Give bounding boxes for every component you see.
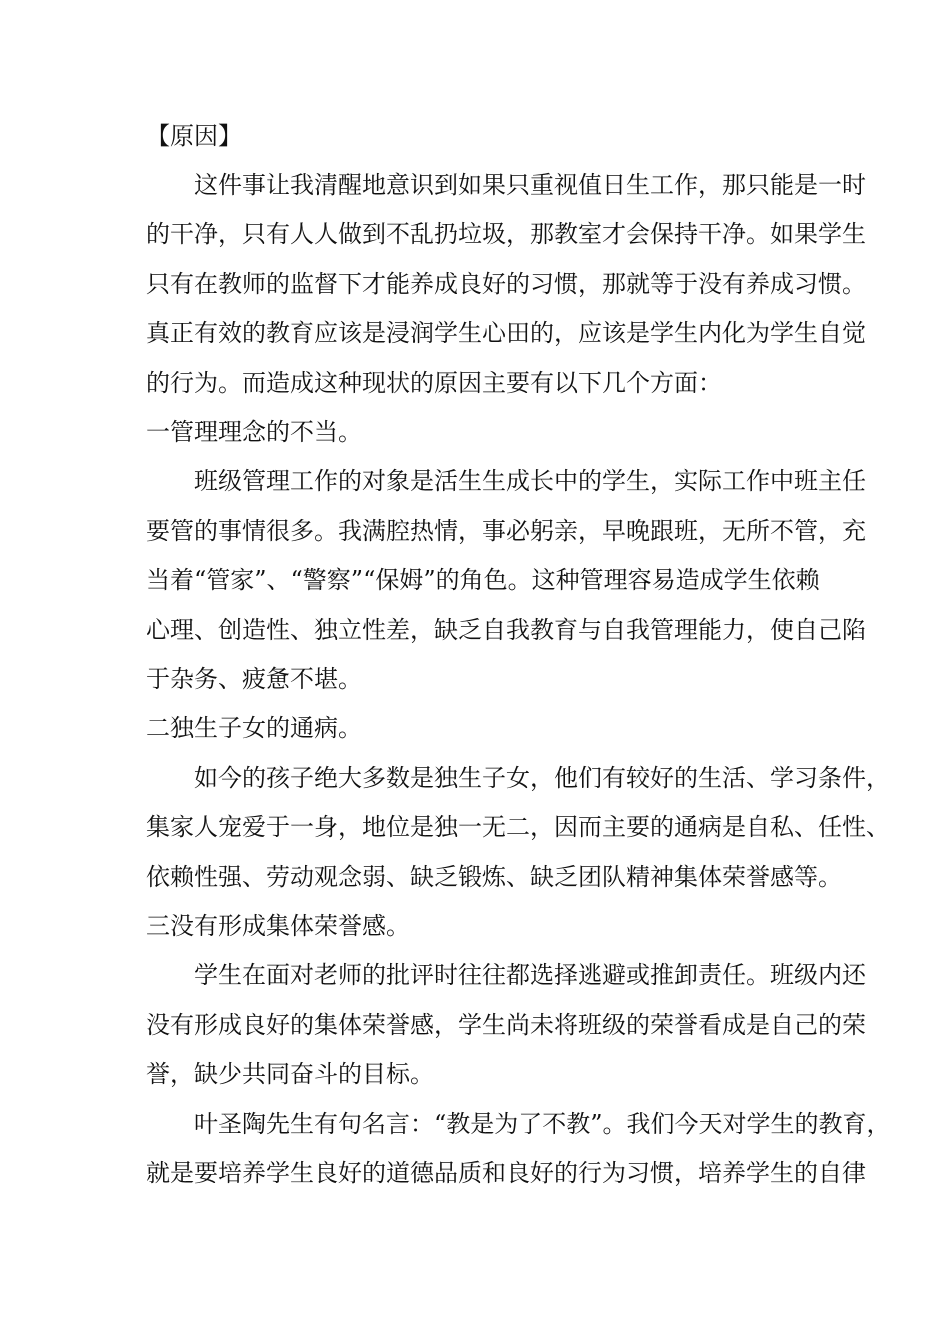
point-1-title: 一管理理念的不当。 xyxy=(146,418,362,446)
point-2-title: 二独生子女的通病。 xyxy=(146,714,362,742)
paragraph-3-line-3: 依赖性强、劳动观念弱、缺乏锻炼、缺乏团队精神集体荣誉感等。 xyxy=(146,863,842,891)
paragraph-1-line-4: 真正有效的教育应该是浸润学生心田的，应该是学生内化为学生自觉 xyxy=(146,319,866,347)
paragraph-5-line-2: 就是要培养学生良好的道德品质和良好的行为习惯，培养学生的自律 xyxy=(146,1159,866,1187)
paragraph-4-line-1: 学生在面对老师的批评时往往都选择逃避或推卸责任。班级内还 xyxy=(194,961,866,989)
section-heading: 【原因】 xyxy=(146,122,242,150)
paragraph-1-line-3: 只有在教师的监督下才能养成良好的习惯，那就等于没有养成习惯。 xyxy=(146,270,866,298)
point-3-title: 三没有形成集体荣誉感。 xyxy=(146,912,410,940)
paragraph-2-line-4: 心理、创造性、独立性差，缺乏自我教育与自我管理能力，使自己陷 xyxy=(146,616,866,644)
paragraph-2-line-1: 班级管理工作的对象是活生生成长中的学生，实际工作中班主任 xyxy=(194,467,866,495)
paragraph-4-line-2: 没有形成良好的集体荣誉感，学生尚未将班级的荣誉看成是自己的荣 xyxy=(146,1011,866,1039)
paragraph-3-line-2: 集家人宠爱于一身，地位是独一无二，因而主要的通病是自私、任性、 xyxy=(146,813,890,841)
paragraph-4-line-3: 誉，缺少共同奋斗的目标。 xyxy=(146,1060,434,1088)
paragraph-5-line-1: 叶圣陶先生有句名言：“教是为了不教”。我们今天对学生的教育， xyxy=(194,1110,891,1138)
paragraph-1-line-5: 的行为。而造成这种现状的原因主要有以下几个方面： xyxy=(146,369,722,397)
paragraph-1-line-2: 的干净，只有人人做到不乱扔垃圾，那教室才会保持干净。如果学生 xyxy=(146,220,866,248)
paragraph-2-line-5: 于杂务、疲惫不堪。 xyxy=(146,665,362,693)
paragraph-2-line-3: 当着“管家”、“警察”“保姆”的角色。这种管理容易造成学生依赖 xyxy=(146,566,820,594)
paragraph-3-line-1: 如今的孩子绝大多数是独生子女，他们有较好的生活、学习条件， xyxy=(194,764,890,792)
paragraph-2-line-2: 要管的事情很多。我满腔热情，事必躬亲，早晚跟班，无所不管，充 xyxy=(146,517,866,545)
paragraph-1-line-1: 这件事让我清醒地意识到如果只重视值日生工作，那只能是一时 xyxy=(194,171,866,199)
